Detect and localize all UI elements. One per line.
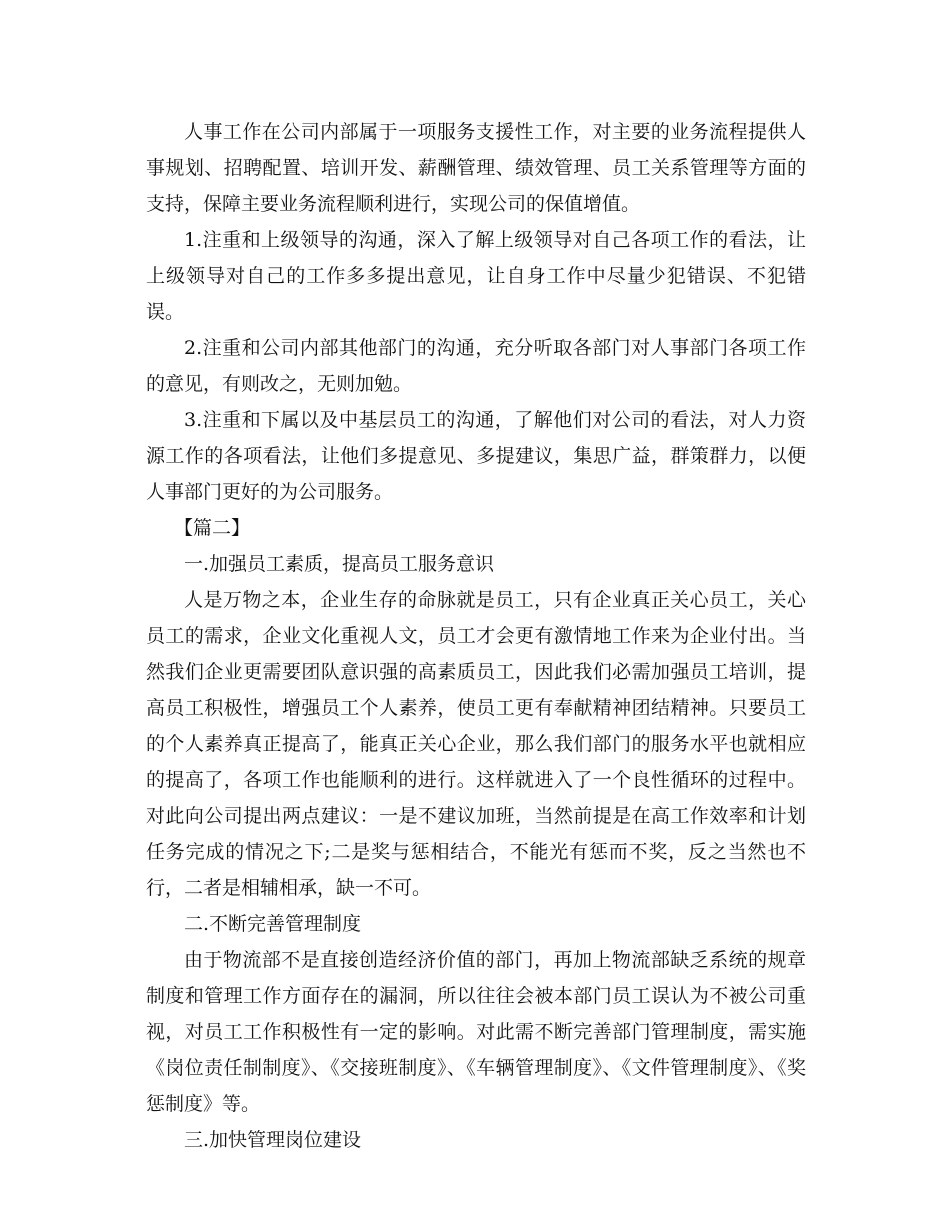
section-1-heading: 一.加强员工素质，提高员工服务意识 — [184, 553, 495, 575]
section-2-body: 由于物流部不是直接创造经济价值的部门，再加上物流部缺乏系统的规章制度和管理工作方面存在的漏洞，所以往往会被本部门员工误认为不被公司重视，对员工工作积极性有一定的影响。对此需不断完善部门管理制度，需实施《岗位责任制制度》、《交接班制度》、《车辆管理制度》、《文件管理制度》、《奖惩制度》等。 — [146, 949, 806, 1115]
section-3-heading: 三.加快管理岗位建设 — [184, 1129, 362, 1151]
intro-paragraph: 人事工作在公司内部属于一项服务支援性工作，对主要的业务流程提供人事规划、招聘配置、培训开发、薪酬管理、绩效管理、员工关系管理等方面的支持，保障主要业务流程顺利进行，实现公司的保值增值。 — [146, 121, 806, 215]
point-1-paragraph: 1.注重和上级领导的沟通，深入了解上级领导对自己各项工作的看法，让上级领导对自己的工作多多提出意见，让自身工作中尽量少犯错误、不犯错误。 — [146, 229, 806, 323]
point-2-paragraph: 2.注重和公司内部其他部门的沟通，充分听取各部门对人事部门各项工作的意见，有则改之，无则加勉。 — [146, 337, 806, 395]
section-title: 【篇二】 — [174, 517, 251, 539]
document-body — [146, 114, 806, 1158]
point-3-paragraph: 3.注重和下属以及中基层员工的沟通，了解他们对公司的看法，对人力资源工作的各项看法，让他们多提意见、多提建议，集思广益，群策群力，以便人事部门更好的为公司服务。 — [146, 409, 806, 503]
section-2-heading: 二.不断完善管理制度 — [184, 913, 362, 935]
section-1-body: 人是万物之本，企业生存的命脉就是员工，只有企业真正关心员工，关心员工的需求，企业文化重视人文，员工才会更有激情地工作来为企业付出。当然我们企业更需要团队意识强的高素质员工，因此我们必需加强员工培训，提高员工积极性，增强员工个人素养，使员工更有奉献精神团结精神。只要员工的个人素养真正提高了，能真正关心企业，那么我们部门的服务水平也就相应的提高了，各项工作也能顺利的进行。这样就进入了一个良性循环的过程中。对此向公司提出两点建议：一是不建议加班，当然前提是在高工作效率和计划任务完成的情况之下;二是奖与惩相结合，不能光有惩而不奖，反之当然也不行，二者是相辅相承，缺一不可。 — [146, 589, 806, 899]
